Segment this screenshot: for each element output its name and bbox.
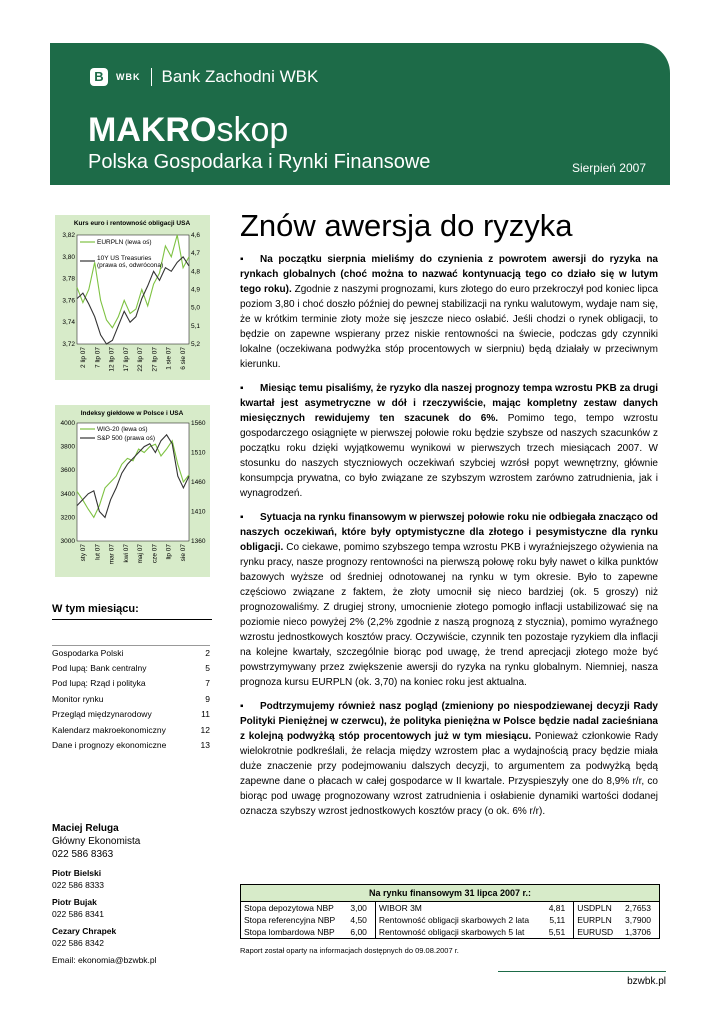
y-left-tick: 3,76 xyxy=(62,297,75,305)
y-left-tick: 3,78 xyxy=(62,275,75,283)
toc-item-page: 2 xyxy=(205,648,210,658)
footer-url[interactable]: bzwbk.pl xyxy=(627,976,666,987)
chart2-legend-wig: WIG-20 (lewa oś) xyxy=(97,426,148,433)
chart2-legend-sp: S&P 500 (prawa oś) xyxy=(97,435,156,442)
market-summary-title: Na rynku finansowym 31 lipca 2007 r.: xyxy=(241,885,659,902)
y-right-tick: 5,2 xyxy=(191,341,201,348)
publication-date: Sierpień 2007 xyxy=(571,161,646,175)
author-main: Maciej Reluga Główny Ekonomista 022 586 8363 xyxy=(52,823,141,860)
x-tick: 1 sie 07 xyxy=(165,347,173,370)
logo-divider xyxy=(151,68,152,86)
y-left-tick: 3400 xyxy=(60,490,75,498)
y-left-tick: 3600 xyxy=(60,467,75,475)
article-body xyxy=(240,252,658,828)
paragraph-2: ▪ Miesiąc temu pisaliśmy, że ryzyko dla naszej prognozy tempa wzrostu PKB za drugi kwartał jest asymetryczne w dół i rzeczywiście, mając kompletny zestaw danych miesięcznych rewidujemy ten szacunek do 6%. Pomimo tego, tempo wzrostu gospodarczego osiągnięte w pierwszej połowie roku będzie szybsze od naszych szacunków z początku roku dzięki wyjątkowemu wynikowi w pierwszych trzech miesiącach 2007. W stosunku do naszych styczniowych oczekiwań szybciej wzrósł popyt wewnętrzny, głównie konsumpcja prywatna, co było związane ze szybszym wzrostem zarówno zatrudnienia, jak i wynagrodzeń. xyxy=(240,383,658,499)
author: Cezary Chrapek 022 586 8342 xyxy=(52,926,117,948)
x-tick: sty 07 xyxy=(80,544,87,562)
y-left-tick: 3800 xyxy=(60,443,75,451)
y-left-tick: 3200 xyxy=(60,514,75,522)
toc-item-label: Dane i prognozy ekonomiczne xyxy=(52,740,167,750)
x-tick: 7 lip 07 xyxy=(94,347,102,368)
article-title: Znów awersja do ryzyka xyxy=(240,208,573,243)
table-of-contents xyxy=(52,645,210,754)
x-tick: 22 lip 07 xyxy=(137,347,145,372)
y-right-tick: 5,1 xyxy=(191,322,201,330)
market-row: Stopa depozytowa NBP 3,00 WIBOR 3M 4,81 USDPLN 2,7653 xyxy=(244,903,651,913)
market-summary-box xyxy=(240,884,660,939)
toc-item[interactable] xyxy=(52,692,210,708)
toc-item[interactable] xyxy=(52,645,210,661)
market-summary-table xyxy=(241,902,659,938)
header-banner xyxy=(50,43,670,185)
toc-heading: W tym miesiącu: xyxy=(52,603,139,615)
publication-subtitle: Polska Gospodarka i Rynki Finansowe xyxy=(88,151,431,173)
toc-item-page: 5 xyxy=(205,662,210,673)
y-left-tick: 4000 xyxy=(60,420,75,427)
toc-item-label: Monitor rynku xyxy=(52,693,104,704)
x-tick: lip 07 xyxy=(165,544,173,560)
toc-divider xyxy=(52,619,212,620)
y-left-tick: 3,72 xyxy=(62,341,75,348)
x-tick: mar 07 xyxy=(108,544,116,565)
chart-eurpln-ust xyxy=(55,215,210,380)
y-right-tick: 1460 xyxy=(191,479,206,486)
y-right-tick: 1510 xyxy=(191,449,206,457)
x-tick: 27 lip 07 xyxy=(151,347,159,372)
paragraph-4: ▪ Podtrzymujemy również nasz pogląd (zmieniony po niespodziewanej decyzji Rady Polityki Pieniężnej w czerwcu), że polityka pieniężna w Polsce będzie nadal zacieśniana z kolejną podwyżką stóp procentowych już w tym miesiącu. Ponieważ członkowie Rady wielokrotnie podkreślali, że relacja między wzrostem płac a wydajnością pracy będzie miała duże znaczenie przy podejmowaniu dalszych decyzji, to argumentem za podwyżką będą zapewne dane o płacach w całej gospodarce w II kwartale. Przyspieszyły one do 8,9% r/r, co biorąc pod uwagę prognozowany wzrost zatrudnienia i osłabienie dynamiki wartości dodanej oznacza szybszy wzrost jednostkowych kosztów pracy (o ok. 6% r/r). xyxy=(240,701,658,817)
author: Piotr Bielski 022 586 8333 xyxy=(52,868,104,890)
toc-item-page: 9 xyxy=(205,693,210,704)
toc-item[interactable] xyxy=(52,676,210,692)
chart1-legend-eurpln: EURPLN (lewa oś) xyxy=(97,239,152,246)
toc-item-label: Przegląd międzynarodowy xyxy=(52,709,152,719)
logo-wbk-text: WBK xyxy=(116,72,141,82)
toc-item-page: 7 xyxy=(205,678,210,688)
y-right-tick: 4,7 xyxy=(191,250,201,258)
chart-stock-indices xyxy=(55,405,210,577)
chart-eurpln-ust-svg xyxy=(55,215,210,380)
x-tick: 2 lip 07 xyxy=(80,347,87,368)
market-row: Stopa referencyjna NBP 4,50 Rentowność obligacji skarbowych 2 lata 5,11 EURPLN 3,7900 xyxy=(244,915,651,925)
y-right-tick: 5,0 xyxy=(191,304,201,312)
toc-item-page: 11 xyxy=(201,709,210,719)
publication-title: MAKROskop xyxy=(88,111,289,149)
x-tick: lut 07 xyxy=(94,544,102,560)
market-row: Stopa lombardowa NBP 6,00 Rentowność obligacji skarbowych 5 lat 5,51 EURUSD 1,3706 xyxy=(244,927,651,937)
chart-stock-indices-svg xyxy=(55,405,210,577)
toc-item[interactable] xyxy=(52,661,210,677)
x-tick: 6 sie 07 xyxy=(180,347,187,370)
toc-item-label: Pod lupą: Bank centralny xyxy=(52,662,147,673)
chart2-title: Indeksy giełdowe w Polsce i USA xyxy=(80,410,184,417)
author: Piotr Bujak 022 586 8341 xyxy=(52,897,104,919)
bank-logo xyxy=(90,67,318,87)
x-tick: cze 07 xyxy=(151,544,159,564)
toc-item-label: Gospodarka Polski xyxy=(52,648,124,658)
contact-email[interactable]: Email: ekonomia@bzwbk.pl xyxy=(52,955,157,965)
x-tick: 12 lip 07 xyxy=(108,347,116,372)
y-right-tick: 4,8 xyxy=(191,268,201,276)
toc-item-label: Pod lupą: Rząd i polityka xyxy=(52,678,146,688)
x-tick: maj 07 xyxy=(137,544,145,564)
bank-logo-icon: B xyxy=(90,68,108,86)
y-left-tick: 3,80 xyxy=(62,253,75,261)
chart1-legend-ust: 10Y US Treasuries xyxy=(97,255,152,262)
toc-item-page: 12 xyxy=(200,724,210,735)
toc-item[interactable] xyxy=(52,723,210,739)
source-note: Raport został oparty na informacjach dostępnych do 09.08.2007 r. xyxy=(240,946,459,955)
x-tick: 17 lip 07 xyxy=(122,347,130,372)
y-right-tick: 1560 xyxy=(191,420,206,427)
footer-divider xyxy=(498,971,666,972)
toc-item-page: 13 xyxy=(200,740,210,750)
y-left-tick: 3,74 xyxy=(62,319,75,327)
bank-name: Bank Zachodni WBK xyxy=(161,67,319,86)
y-right-tick: 1410 xyxy=(191,508,206,516)
chart1-title: Kurs euro i rentowność obligacji USA xyxy=(73,220,191,227)
y-right-tick: 4,6 xyxy=(191,232,201,239)
toc-item[interactable] xyxy=(52,707,210,723)
authors-block xyxy=(52,822,212,965)
y-left-tick: 3,82 xyxy=(62,232,75,239)
y-right-tick: 1360 xyxy=(191,538,206,545)
toc-item[interactable] xyxy=(52,738,210,754)
x-tick: sie 07 xyxy=(180,544,187,562)
y-right-tick: 4,9 xyxy=(191,286,201,294)
toc-item-label: Kalendarz makroekonomiczny xyxy=(52,724,166,735)
paragraph-3: ▪ Sytuacja na rynku finansowym w pierwszej połowie roku nie odbiegała znacząco od naszych oczekiwań, które były optymistyczne dla złotego i pesymistyczne dla rynku obligacji. Co ciekawe, pomimo szybszego tempa wzrostu PKB i wyraźniejszego ożywienia na rynku pracy, nasze prognozy rentowności na pierwszą połowę roku były nawet o kilka punktów bazowych wyższe od średniej odnotowanej na rynku w tym okresie. Było to zapewne częściowo związane z faktem, że złoty umocnił się nieco bardziej (ok. 5 groszy) niż prognozowaliśmy. Z drugiej strony, umocnienie złotego pomogło inflacji ustabilizować się na poziomie nieco powyżej 2% (2,2% zgodnie z naszą prognozą z stycznia), pomimo wyraźnego wzrostu jednostkowych kosztów pracy. Oczywiście, czynnik ten pozostaje ryzykiem dla inflacji na kolejne kwartały, szczególnie biorąc pod uwagę, że trend aprecjacji złotego może być powstrzymywany przez zwiększenie awersji do ryzyka na rynku globalnym. Niemniej, nasza prognoza kursu EURPLN (ok. 3,70) na koniec roku jest aktualna. xyxy=(240,512,658,688)
paragraph-1: ▪ Na początku sierpnia mieliśmy do czynienia z powrotem awersji do ryzyka na rynkach globalnych (choć można to nazwać kontynuacją tego co działo się w lutym tego roku). Zgodnie z naszymi prognozami, kurs złotego do euro przekroczył pod koniec lipca poziom 3,80 i choć doszło później do pewnej stabilizacji na rynku walutowym, wydaje nam się, że w krótkim terminie złoty może się jeszcze nieco osłabić. Jeśli chodzi o rynek obligacji, to będzie on zapewne wspierany przez niskie rentowności na świecie, podczas gdy czynniki lokalne (oczekiwana podwyżka stóp procentowych w sierpniu) będą działały w przeciwnym kierunku. xyxy=(240,254,658,370)
y-left-tick: 3000 xyxy=(60,538,75,545)
chart1-legend-ust-note: (prawa oś, odwrócona) xyxy=(97,262,164,269)
x-tick: kwi 07 xyxy=(122,544,130,563)
